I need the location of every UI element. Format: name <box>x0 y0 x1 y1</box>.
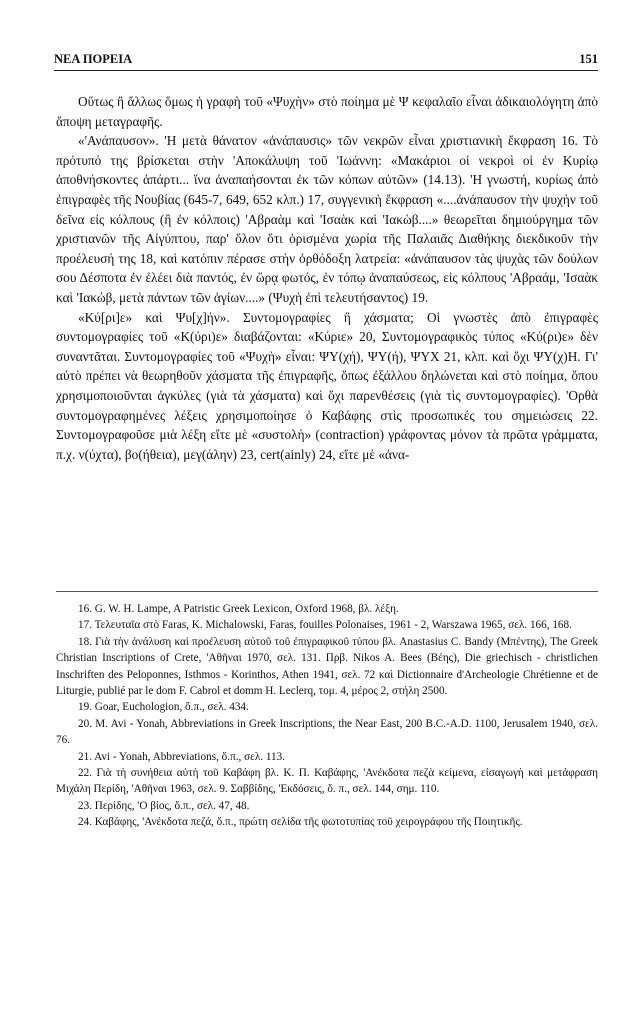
footnote: 21. Avi - Yonah, Abbreviations, ὅ.π., σελ. 113. <box>78 750 286 763</box>
footnote: 19. Goar, Euchologion, ὅ.π., σελ. 434. <box>78 701 249 714</box>
footnote: 22. Γιὰ τὴ συνήθεια αὐτὴ τοῦ Καβάφη βλ. Κ. Π. Καβάφης, 'Ανέκδοτα πεζὰ κείμενα, εἰσαγωγὴ καὶ μετάφραση Μιχάλη Περίδη, 'Αθῆναι 1963, σελ. 9. Σαββίδης, 'Εκδόσεις, ὅ. π., σελ. 144, σημ. 110. <box>56 767 598 796</box>
paragraph: «'Ανάπαυσον». 'Η μετὰ θάνατον «ἀνάπαυσις» τῶν νεκρῶν εἶναι χριστιανικὴ ἔκφραση 16. Τὸ πρότυπό της βρίσκεται στὴν 'Αποκάλυψη τοῦ 'Ιωάννη: «Μακάριοι οἱ νεκροὶ οἱ ἐν Κυρίῳ ἀποθνήσκοντες ἀπάρτι... ἵνα ἀναπαήσονται ἐκ τῶν κόπων αὐτῶν» (14.13). 'Η γνωστή, κυρίως ἀπὸ ἐπιγραφὲς τῆς Νουβίας (645-7, 649, 652 κλπ.) 17, συγγενικὴ ἔκφραση «....ἀνάπαυσον τὴν ψυχὴν τοῦ δεῖνα εἰς κόλπους (ἢ ἐν κόλποις) 'Αβραὰμ καὶ 'Ισαὰκ καὶ 'Ιακὼβ....» θεωρεῖται δημιούργημα τῶν χριστιανῶν τῆς Αἰγύπτου, παρ' ὅλον ὅτι ὁρισμένα χωρία τῆς Παλαιᾶς Διαθήκης διεκδικοῦν τὴν προέλευσή της 18, καὶ κατόπιν πέρασε στὴν ὀρθόδοξη λατρεία: «ἀνάπαυσον τὰς ψυχὰς τῶν δούλων σου Δέσποτα ἐν ἐλέει διὰ παντός, ἐν ὥρᾳ φωτός, ἐν τόπῳ ἀναπαύσεως, εἰς κόλπους 'Αβραάμ, 'Ισαὰκ καὶ 'Ιακώβ, μετὰ πάντων τῶν ἁγίων....» (Ψυχὴ ἐπὶ τελευτήσαντος) 19. <box>56 133 598 305</box>
footnote: 18. Γιὰ τὴν ἀνάλυση καὶ προέλευση αὐτοῦ τοῦ ἐπιγραφικοῦ τύπου βλ. Anastasius C. Bandy (Μπέντης), The Greek Christian Inscriptions of Crete, 'Αθῆναι 1970, σελ. 131. Πρβ. Nikos A. Bees (Βέης), Die griechisch - christlichen Inschriften des Peloponnes, Isthmos - Korinthos, Athen 1941, σελ. 72 καὶ Dictionnaire d'Archeologie Chrétienne et de Liturgie, publié par le dom F. Cabrol et domm H. Leclerq, τομ. 4, μέρος 2, στήλη 2500. <box>56 635 598 698</box>
footnotes <box>56 601 598 831</box>
footnote: 16. G. W. H. Lampe, A Patristic Greek Lexicon, Oxford 1968, βλ. λέξη. <box>78 603 399 615</box>
footnote: 23. Περίδης, 'Ο βίος, ὅ.π., σελ. 47, 48. <box>78 799 250 812</box>
footnote: 20. M. Avi - Yonah, Abbreviations in Greek Inscriptions, the Near East, 200 B.C.-A.D. 1100, Jerusalem 1940, σελ. 76. <box>56 717 598 747</box>
main-text <box>56 92 598 464</box>
running-title: ΝΕΑ ΠΟΡΕΙΑ <box>54 52 133 66</box>
footnote: 24. Καβάφης, 'Ανέκδοτα πεζά, ὅ.π., πρώτη σελίδα τῆς φωτοτυπίας τοῦ χειρογράφου τῆς Ποιητικῆς. <box>78 816 523 829</box>
paragraph: Οὕτως ἢ ἄλλως ὅμως ἡ γραφὴ τοῦ «Ψυχὴν» στὸ ποίημα μὲ Ψ κεφαλαῖο εἶναι ἀδικαιολόγητη ἀπὸ ἄποψη μεταγραφῆς. <box>56 94 598 129</box>
page-number: 151 <box>579 52 598 66</box>
footnote: 17. Τελευταῖα στὸ Faras, K. Michalowski, Faras, fouilles Polonaises, 1961 - 2, Warszawa 1965, σελ. 166, 168. <box>78 619 572 632</box>
paragraph: «Κύ[ρι]ε» καὶ Ψυ[χ]ήν». Συντομογραφίες ἢ χάσματα; Οἱ γνωστὲς ἀπὸ ἐπιγραφὲς συντομογραφίες τοῦ «Κ(ύρι)ε» διαβάζονται: «Κύριε» 20, Συντομογραφικὸς τύπος «Κύ(ρι)ε» δὲν συναντᾶται. Συντομογραφίες τοῦ «Ψυχὴ» εἶναι: ΨΥ(χή), ΨΥ(ή), ΨΥΧ 21, κλπ. καὶ ὄχι ΨΥ(χ)Η. Γι' αὐτὸ πρέπει νὰ θεωρηθοῦν χάσματα τῆς ἐπιγραφῆς, ὅπως ἐξάλλου δηλώνεται καὶ στὸ ποίημα, ὅπου χρησιμοποιοῦνται ἀγκύλες (γιὰ τὰ χάσματα) καὶ ὄχι παρενθέσεις (γιὰ τὶς συντομογραφίες). 'Ορθὰ συντομογραφημένες λέξεις χρησιμοποίησε ὁ Καβάφης στὶς προσωπικές του σημειώσεις 22. Συντομογραφοῦσε μιὰ λέξη εἴτε μὲ «συστολὴ» (contraction) γράφοντας μόνον τὰ πρῶτα γράμματα, π.χ. ν(ύχτα), βο(ήθεια), μεγ(άλην) 23, cert(ainly) 24, εἴτε μὲ «ἀνα- <box>56 309 598 462</box>
running-header <box>54 52 598 71</box>
footnote-divider <box>56 591 598 592</box>
